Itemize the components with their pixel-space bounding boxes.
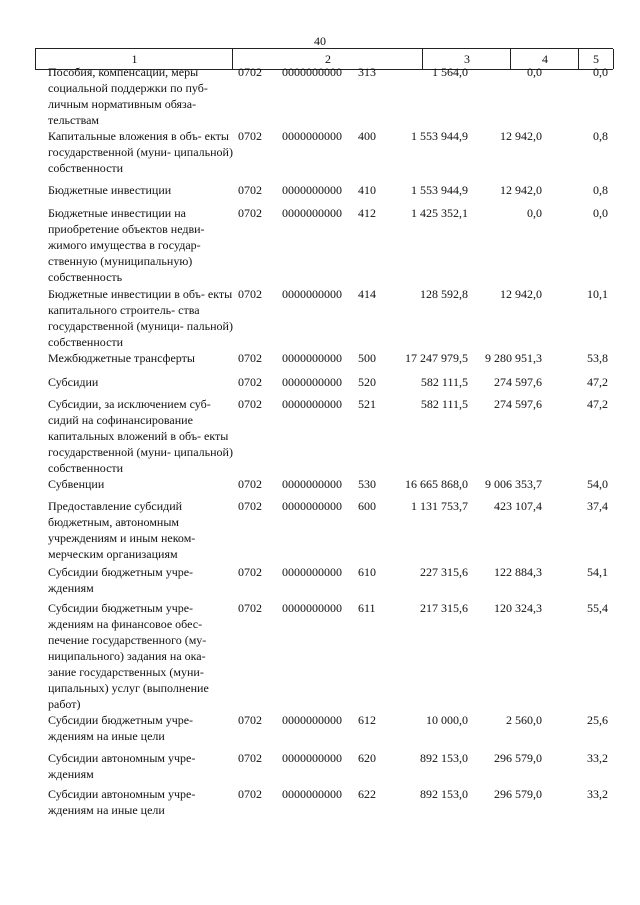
row-value-3: 1 553 944,9 xyxy=(411,183,468,197)
row-name: Субсидии бюджетным учре- ждениям на финансовое обес- печение государственного (му- ниципального) задания на ока- зание государственных (муни- ципальных) услуг (выполнение работ) xyxy=(48,601,209,711)
row-value-5: 0,0 xyxy=(593,65,608,79)
row-name: Капитальные вложения в объ- екты государственной (муни- ципальной) собственности xyxy=(48,129,233,175)
row-section: 0702 xyxy=(238,351,262,365)
row-name: Субсидии бюджетным учре- ждениям xyxy=(48,565,194,595)
row-name: Бюджетные инвестиции в объ- екты капитального строитель- ства государственной (муници- пальной) собственности xyxy=(48,287,233,349)
row-csr: 0000000000 xyxy=(282,375,342,389)
row-value-5: 47,2 xyxy=(587,397,608,411)
row-csr: 0000000000 xyxy=(282,287,342,301)
row-value-4: 122 884,3 xyxy=(494,565,542,579)
row-section: 0702 xyxy=(238,397,262,411)
row-name: Субвенции xyxy=(48,477,105,491)
header-col-4: 4 xyxy=(510,49,579,69)
row-csr: 0000000000 xyxy=(282,477,342,491)
row-section: 0702 xyxy=(238,206,262,220)
row-value-3: 10 000,0 xyxy=(426,713,468,727)
row-vr: 600 xyxy=(358,499,376,513)
row-vr: 412 xyxy=(358,206,376,220)
row-section: 0702 xyxy=(238,787,262,801)
row-vr: 400 xyxy=(358,129,376,143)
row-value-3: 217 315,6 xyxy=(420,601,468,615)
row-csr: 0000000000 xyxy=(282,65,342,79)
row-value-4: 296 579,0 xyxy=(494,787,542,801)
row-vr: 520 xyxy=(358,375,376,389)
row-csr: 0000000000 xyxy=(282,499,342,513)
row-vr: 612 xyxy=(358,713,376,727)
header-col-3: 3 xyxy=(422,49,511,69)
row-vr: 521 xyxy=(358,397,376,411)
row-vr: 610 xyxy=(358,565,376,579)
row-value-5: 0,0 xyxy=(593,206,608,220)
row-csr: 0000000000 xyxy=(282,129,342,143)
row-value-5: 0,8 xyxy=(593,183,608,197)
row-section: 0702 xyxy=(238,601,262,615)
row-value-4: 9 280 951,3 xyxy=(485,351,542,365)
row-section: 0702 xyxy=(238,713,262,727)
row-value-4: 12 942,0 xyxy=(500,287,542,301)
row-name: Субсидии xyxy=(48,375,99,389)
row-value-5: 33,2 xyxy=(587,751,608,765)
row-name: Пособия, компенсации, меры социальной поддержки по пуб- личным нормативным обяза- тельствам xyxy=(48,65,208,127)
row-vr: 500 xyxy=(358,351,376,365)
row-value-4: 296 579,0 xyxy=(494,751,542,765)
row-name: Субсидии автономным учре- ждениям на иные цели xyxy=(48,787,196,817)
row-csr: 0000000000 xyxy=(282,183,342,197)
row-csr: 0000000000 xyxy=(282,565,342,579)
row-name: Предоставление субсидий бюджетным, автономным учреждениям и иным неком- мерческим организациям xyxy=(48,499,196,561)
row-value-3: 892 153,0 xyxy=(420,787,468,801)
row-value-5: 53,8 xyxy=(587,351,608,365)
row-name: Субсидии, за исключением суб- сидий на софинансирование капитальных вложений в объ- екты государственной (муни- ципальной) собственности xyxy=(48,397,233,475)
row-section: 0702 xyxy=(238,565,262,579)
row-csr: 0000000000 xyxy=(282,351,342,365)
row-value-3: 1 553 944,9 xyxy=(411,129,468,143)
row-value-5: 25,6 xyxy=(587,713,608,727)
row-vr: 530 xyxy=(358,477,376,491)
row-section: 0702 xyxy=(238,751,262,765)
row-value-4: 12 942,0 xyxy=(500,129,542,143)
row-value-3: 16 665 868,0 xyxy=(405,477,468,491)
row-value-4: 274 597,6 xyxy=(494,375,542,389)
row-value-5: 0,8 xyxy=(593,129,608,143)
row-value-3: 17 247 979,5 xyxy=(405,351,468,365)
row-csr: 0000000000 xyxy=(282,751,342,765)
header-col-2: 2 xyxy=(232,49,423,69)
row-value-3: 1 425 352,1 xyxy=(411,206,468,220)
row-value-3: 892 153,0 xyxy=(420,751,468,765)
row-vr: 313 xyxy=(358,65,376,79)
row-name: Субсидии бюджетным учре- ждениям на иные цели xyxy=(48,713,194,743)
row-value-4: 9 006 353,7 xyxy=(485,477,542,491)
row-value-5: 10,1 xyxy=(587,287,608,301)
row-csr: 0000000000 xyxy=(282,206,342,220)
row-csr: 0000000000 xyxy=(282,713,342,727)
header-col-5: 5 xyxy=(578,49,614,69)
row-vr: 620 xyxy=(358,751,376,765)
row-csr: 0000000000 xyxy=(282,787,342,801)
row-value-3: 1 131 753,7 xyxy=(411,499,468,513)
row-value-5: 54,1 xyxy=(587,565,608,579)
row-section: 0702 xyxy=(238,129,262,143)
row-section: 0702 xyxy=(238,499,262,513)
row-value-4: 120 324,3 xyxy=(494,601,542,615)
row-value-3: 582 111,5 xyxy=(420,397,468,411)
row-value-4: 274 597,6 xyxy=(494,397,542,411)
row-value-5: 54,0 xyxy=(587,477,608,491)
row-name: Бюджетные инвестиции xyxy=(48,183,172,197)
row-value-3: 1 564,0 xyxy=(432,65,468,79)
row-name: Межбюджетные трансферты xyxy=(48,351,195,365)
row-vr: 414 xyxy=(358,287,376,301)
row-section: 0702 xyxy=(238,375,262,389)
row-value-3: 582 111,5 xyxy=(420,375,468,389)
page-number: 40 xyxy=(314,34,326,48)
row-value-4: 12 942,0 xyxy=(500,183,542,197)
row-section: 0702 xyxy=(238,287,262,301)
row-csr: 0000000000 xyxy=(282,397,342,411)
row-value-3: 128 592,8 xyxy=(420,287,468,301)
row-value-5: 37,4 xyxy=(587,499,608,513)
row-value-5: 55,4 xyxy=(587,601,608,615)
row-vr: 611 xyxy=(358,601,376,615)
header-col-1: 1 xyxy=(35,49,233,69)
row-csr: 0000000000 xyxy=(282,601,342,615)
row-value-4: 423 107,4 xyxy=(494,499,542,513)
row-value-5: 47,2 xyxy=(587,375,608,389)
row-value-4: 0,0 xyxy=(527,206,542,220)
row-value-4: 2 560,0 xyxy=(506,713,542,727)
row-section: 0702 xyxy=(238,65,262,79)
row-value-3: 227 315,6 xyxy=(420,565,468,579)
row-name: Субсидии автономным учре- ждениям xyxy=(48,751,196,781)
row-value-5: 33,2 xyxy=(587,787,608,801)
row-name: Бюджетные инвестиции на приобретение объектов недви- жимого имущества в государ- ственную (муниципальную) собственность xyxy=(48,206,205,284)
row-section: 0702 xyxy=(238,477,262,491)
row-value-4: 0,0 xyxy=(527,65,542,79)
row-vr: 410 xyxy=(358,183,376,197)
row-vr: 622 xyxy=(358,787,376,801)
row-section: 0702 xyxy=(238,183,262,197)
